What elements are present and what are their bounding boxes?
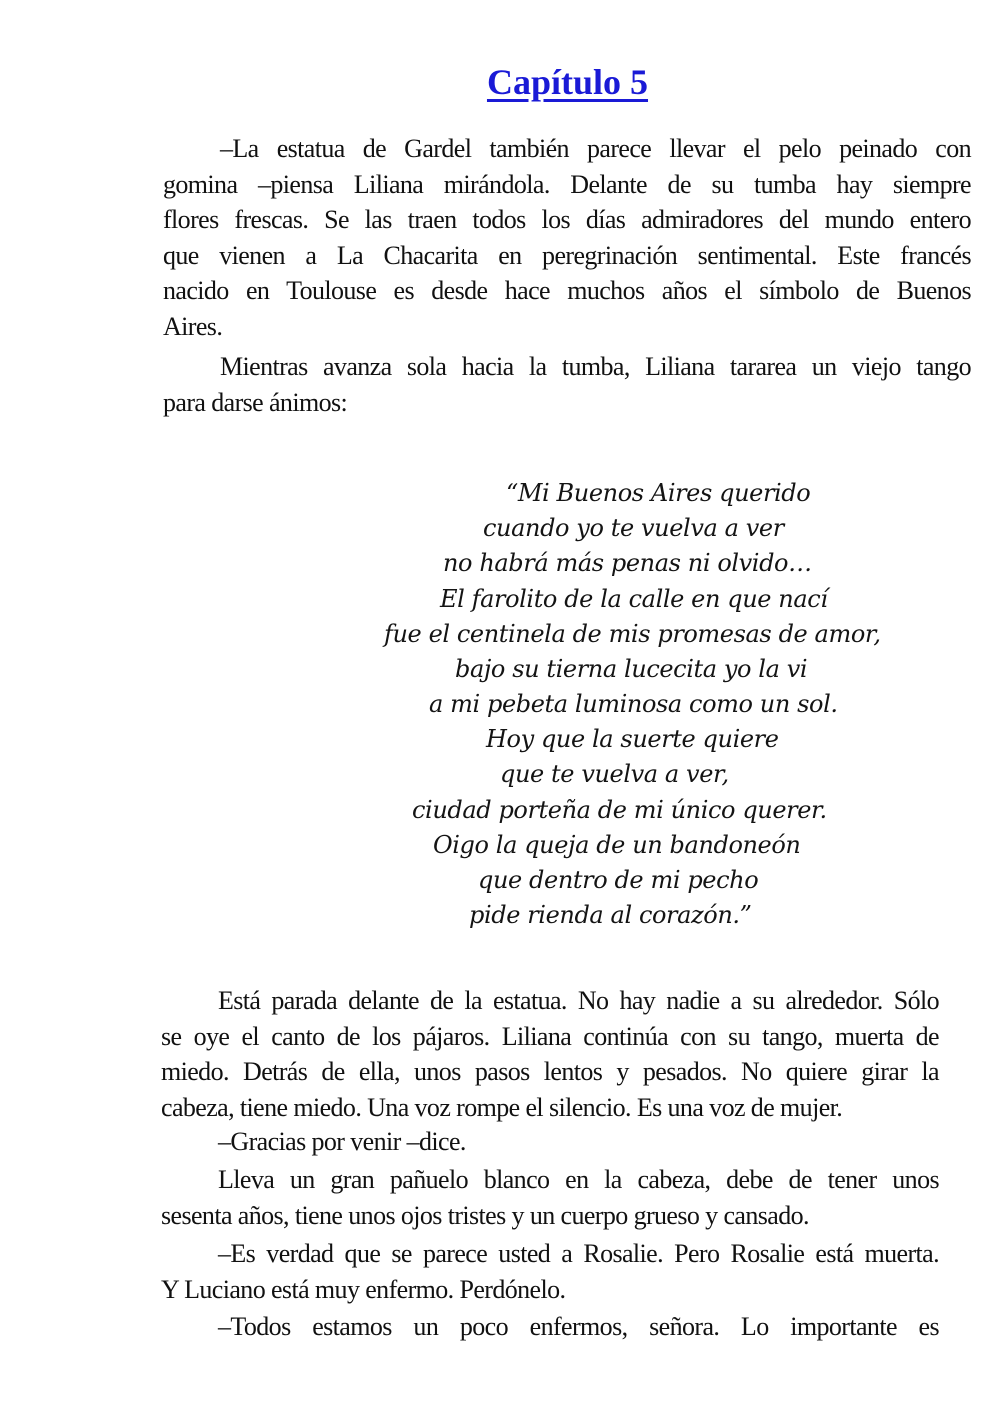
text-line: miedo. Detrás de ella, unos pasos lentos y pesados. No quiere girar la [161, 1057, 939, 1086]
text-line: Y Luciano está muy enfermo. Perdónelo. [161, 1274, 566, 1304]
text-line: para darse ánimos: [163, 387, 348, 417]
text-line: Aires. [163, 311, 223, 341]
verse: fue el centinela de mis promesas de amor, [384, 620, 881, 648]
text-line: –La estatua de Gardel también parece llevar el pelo peinado con [220, 134, 971, 163]
text-line: Mientras avanza sola hacia la tumba, Liliana tararea un viejo tango [220, 352, 971, 381]
text-line: –Gracias por venir –dice. [218, 1127, 466, 1156]
verse: El farolito de la calle en que nací [440, 585, 828, 613]
text-line: Está parada delante de la estatua. No hay nadie a su alrededor. Sólo [218, 986, 939, 1015]
text-line: que vienen a La Chacarita en peregrinación sentimental. Este francés [163, 240, 971, 270]
verse: que te vuelva a ver, [500, 760, 729, 788]
verse: pide rienda al corazón.” [469, 901, 752, 929]
verse: que dentro de mi pecho [478, 866, 759, 894]
paragraph-dialogue-rosalie [161, 1236, 939, 1307]
verse: Hoy que la suerte quiere [486, 725, 779, 753]
text-line: flores frescas. Se las traen todos los días admiradores del mundo entero [163, 205, 971, 234]
text-line: Lleva un gran pañuelo blanco en la cabeza, debe de tener unos [218, 1165, 939, 1194]
text-line: sesenta años, tiene unos ojos tristes y un cuerpo grueso y cansado. [161, 1200, 809, 1230]
paragraph-dialogue-todos [161, 1309, 939, 1345]
text-line: se oye el canto de los pájaros. Liliana continúa con su tango, muerta de [161, 1021, 939, 1051]
paragraph-statue-scene [161, 983, 939, 1125]
text-line: gomina –piensa Liliana mirándola. Delante de su tumba hay siempre [163, 169, 971, 199]
paragraph-gardel-statue [163, 131, 971, 344]
verse: “Mi Buenos Aires querido [506, 479, 811, 507]
verse: no habrá más penas ni olvido… [443, 549, 812, 577]
paragraph-tango-intro [163, 349, 971, 420]
verse: ciudad porteña de mi único querer. [412, 796, 827, 824]
text-line: –Es verdad que se parece usted a Rosalie. Pero Rosalie está muerta. [218, 1239, 939, 1268]
text-line: nacido en Toulouse es desde hace muchos años el símbolo de Buenos [163, 276, 971, 305]
verse: Oigo la queja de un bandoneón [433, 831, 801, 859]
paragraph-woman-description [161, 1162, 939, 1233]
chapter-title: Capítulo 5 [486, 62, 649, 102]
text-line: –Todos estamos un poco enfermos, señora. Lo importante es [218, 1312, 939, 1341]
text-line: cabeza, tiene miedo. Una voz rompe el silencio. Es una voz de mujer. [161, 1092, 843, 1122]
verse: cuando yo te vuelva a ver [483, 514, 784, 542]
verse: a mi pebeta luminosa como un sol. [429, 690, 838, 718]
verse: bajo su tierna lucecita yo la vi [455, 655, 808, 683]
paragraph-dialogue-thanks [161, 1124, 939, 1160]
